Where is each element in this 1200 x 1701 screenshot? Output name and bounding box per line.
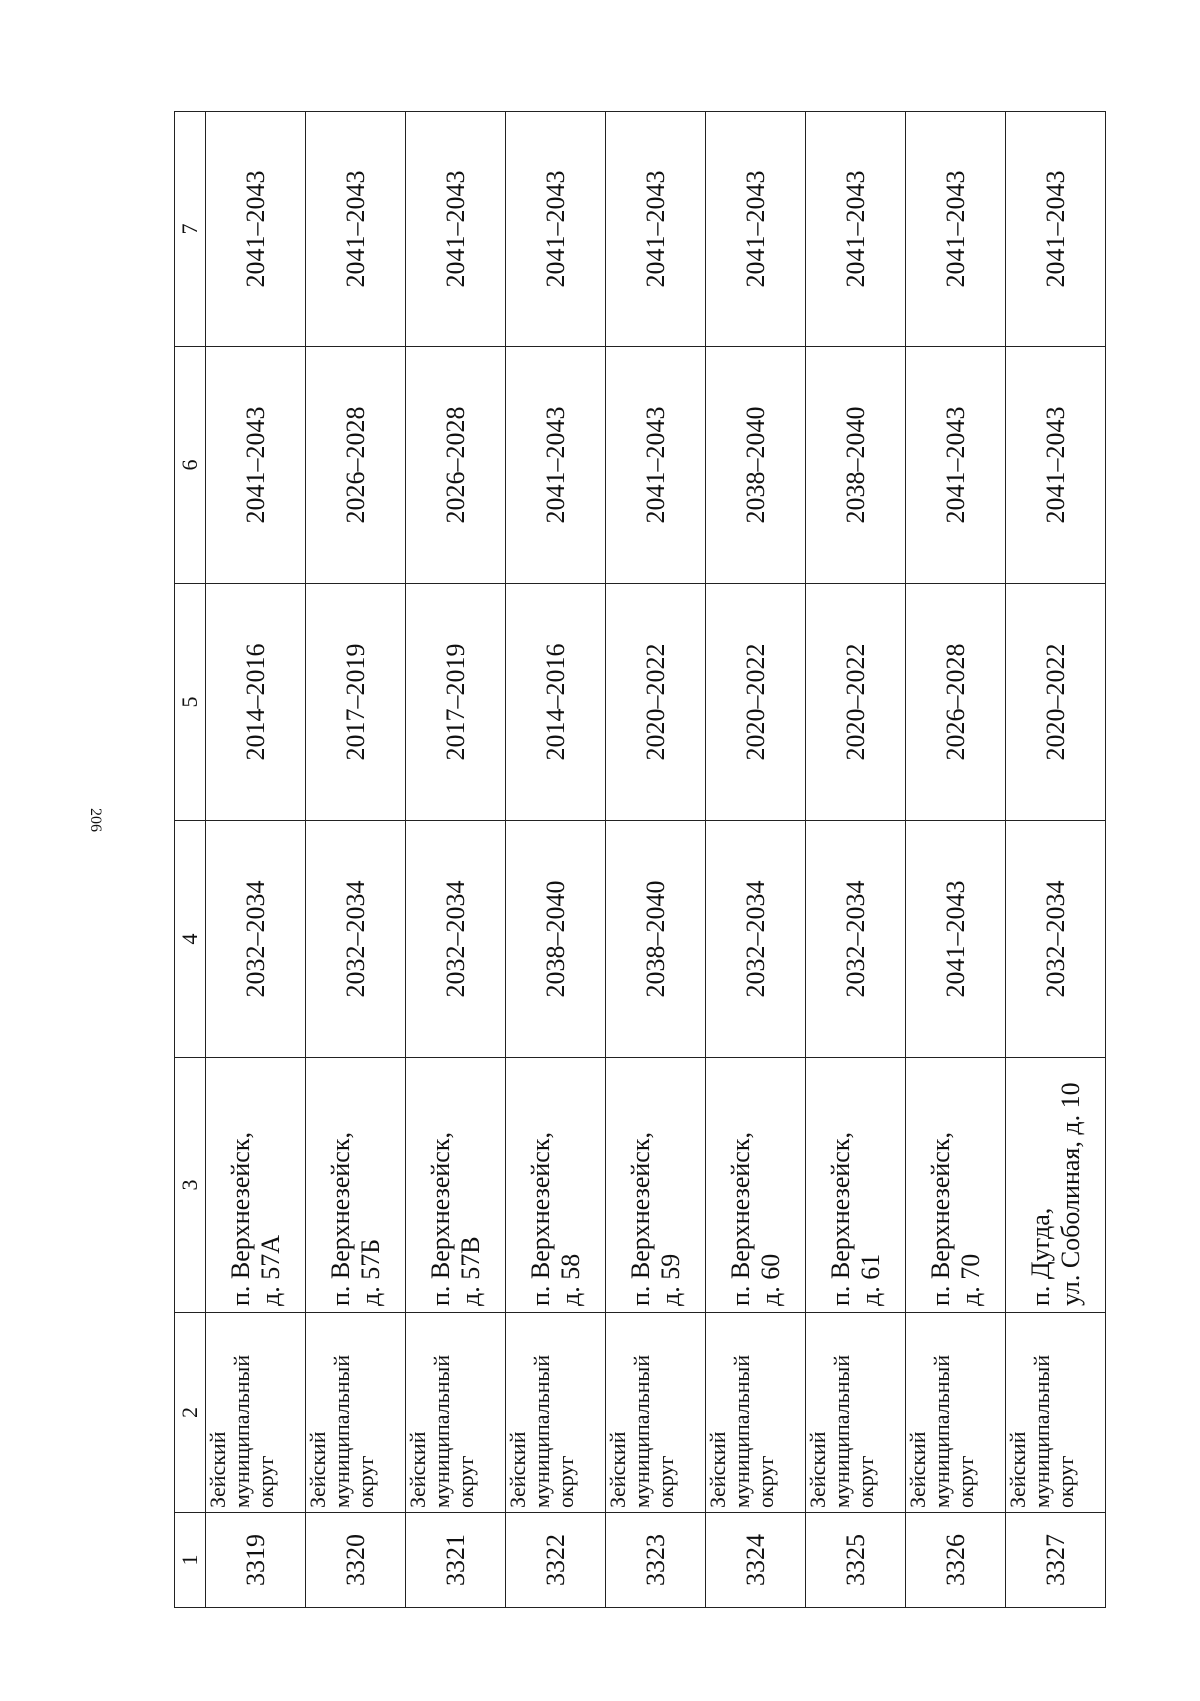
table-row bbox=[1006, 112, 1106, 1608]
address-cell bbox=[1006, 1058, 1106, 1313]
period-cell-col6: 2041–2043 bbox=[606, 347, 706, 584]
period-cell-col5: 2020–2022 bbox=[806, 584, 906, 821]
period-cell-col4: 2032–2034 bbox=[1006, 821, 1106, 1058]
table-row bbox=[306, 112, 406, 1608]
period-cell-col7: 2041–2043 bbox=[406, 112, 506, 347]
table-header-row bbox=[175, 112, 206, 1608]
row-number: 3321 bbox=[406, 1513, 506, 1608]
period-cell-col7: 2041–2043 bbox=[706, 112, 806, 347]
column-header: 2 bbox=[175, 1313, 206, 1513]
municipality-line: Зейский bbox=[905, 1431, 930, 1508]
municipality-line: муниципальный bbox=[829, 1354, 854, 1508]
municipality-line: Зейский bbox=[605, 1431, 630, 1508]
address-cell bbox=[206, 1058, 306, 1313]
period-cell-col7: 2041–2043 bbox=[506, 112, 606, 347]
table-row bbox=[406, 112, 506, 1608]
municipality-line: муниципальный bbox=[929, 1354, 954, 1508]
period-cell-col4: 2032–2034 bbox=[306, 821, 406, 1058]
period-cell-col4: 2032–2034 bbox=[706, 821, 806, 1058]
municipality-line: округ bbox=[653, 1455, 678, 1508]
row-number: 3319 bbox=[206, 1513, 306, 1608]
table-row bbox=[506, 112, 606, 1608]
address-line: п. Верхнезейск, bbox=[225, 1132, 255, 1306]
address-cell bbox=[406, 1058, 506, 1313]
address-line: д. 57В bbox=[455, 1236, 485, 1306]
period-cell-col6: 2038–2040 bbox=[706, 347, 806, 584]
municipality-line: Зейский bbox=[1005, 1431, 1030, 1508]
address-line: п. Верхнезейск, bbox=[525, 1132, 555, 1306]
period-cell-col5: 2014–2016 bbox=[506, 584, 606, 821]
period-cell-col7: 2041–2043 bbox=[1006, 112, 1106, 347]
period-cell-col6: 2041–2043 bbox=[1006, 347, 1106, 584]
municipality-line: округ bbox=[453, 1455, 478, 1508]
period-cell-col5: 2017–2019 bbox=[406, 584, 506, 821]
period-cell-col4: 2041–2043 bbox=[906, 821, 1006, 1058]
row-number: 3322 bbox=[506, 1513, 606, 1608]
address-line: д. 61 bbox=[855, 1253, 885, 1306]
address-cell bbox=[606, 1058, 706, 1313]
housing-repair-schedule-table bbox=[174, 111, 1106, 1608]
municipality-line: Зейский bbox=[505, 1431, 530, 1508]
page-number: 206 bbox=[87, 808, 104, 832]
period-cell-col7: 2041–2043 bbox=[606, 112, 706, 347]
municipality-cell bbox=[906, 1313, 1006, 1513]
municipality-line: муниципальный bbox=[729, 1354, 754, 1508]
municipality-line: округ bbox=[353, 1455, 378, 1508]
municipality-line: округ bbox=[753, 1455, 778, 1508]
period-cell-col6: 2041–2043 bbox=[206, 347, 306, 584]
period-cell-col7: 2041–2043 bbox=[206, 112, 306, 347]
municipality-line: муниципальный bbox=[229, 1354, 254, 1508]
address-line: п. Верхнезейск, bbox=[725, 1132, 755, 1306]
municipality-line: Зейский bbox=[405, 1431, 430, 1508]
address-cell bbox=[306, 1058, 406, 1313]
period-cell-col7: 2041–2043 bbox=[806, 112, 906, 347]
municipality-line: округ bbox=[853, 1455, 878, 1508]
municipality-line: муниципальный bbox=[629, 1354, 654, 1508]
column-header: 1 bbox=[175, 1513, 206, 1608]
table-row bbox=[606, 112, 706, 1608]
address-line: ул. Соболиная, д. 10 bbox=[1055, 1082, 1085, 1306]
period-cell-col7: 2041–2043 bbox=[906, 112, 1006, 347]
column-header: 7 bbox=[175, 112, 206, 347]
municipality-cell bbox=[306, 1313, 406, 1513]
municipality-line: муниципальный bbox=[429, 1354, 454, 1508]
municipality-cell bbox=[606, 1313, 706, 1513]
row-number: 3326 bbox=[906, 1513, 1006, 1608]
address-line: д. 70 bbox=[955, 1253, 985, 1306]
table-row bbox=[206, 112, 306, 1608]
address-line: п. Верхнезейск, bbox=[425, 1132, 455, 1306]
column-header: 6 bbox=[175, 347, 206, 584]
table-row bbox=[806, 112, 906, 1608]
period-cell-col5: 2020–2022 bbox=[606, 584, 706, 821]
period-cell-col4: 2038–2040 bbox=[506, 821, 606, 1058]
address-line: п. Верхнезейск, bbox=[625, 1132, 655, 1306]
period-cell-col4: 2032–2034 bbox=[806, 821, 906, 1058]
row-number: 3325 bbox=[806, 1513, 906, 1608]
address-cell bbox=[906, 1058, 1006, 1313]
municipality-line: Зейский bbox=[205, 1431, 230, 1508]
address-line: д. 57А bbox=[255, 1234, 285, 1306]
period-cell-col5: 2026–2028 bbox=[906, 584, 1006, 821]
municipality-line: муниципальный bbox=[529, 1354, 554, 1508]
municipality-line: округ bbox=[553, 1455, 578, 1508]
address-cell bbox=[706, 1058, 806, 1313]
municipality-cell bbox=[706, 1313, 806, 1513]
municipality-line: муниципальный bbox=[329, 1354, 354, 1508]
municipality-cell bbox=[806, 1313, 906, 1513]
period-cell-col6: 2038–2040 bbox=[806, 347, 906, 584]
period-cell-col7: 2041–2043 bbox=[306, 112, 406, 347]
municipality-line: Зейский bbox=[705, 1431, 730, 1508]
table-row bbox=[906, 112, 1006, 1608]
period-cell-col4: 2038–2040 bbox=[606, 821, 706, 1058]
period-cell-col4: 2032–2034 bbox=[406, 821, 506, 1058]
address-line: п. Верхнезейск, bbox=[925, 1132, 955, 1306]
period-cell-col5: 2017–2019 bbox=[306, 584, 406, 821]
municipality-cell bbox=[406, 1313, 506, 1513]
period-cell-col5: 2020–2022 bbox=[1006, 584, 1106, 821]
municipality-line: муниципальный bbox=[1029, 1354, 1054, 1508]
period-cell-col5: 2020–2022 bbox=[706, 584, 806, 821]
column-header: 5 bbox=[175, 584, 206, 821]
period-cell-col6: 2041–2043 bbox=[506, 347, 606, 584]
period-cell-col6: 2026–2028 bbox=[406, 347, 506, 584]
address-cell bbox=[806, 1058, 906, 1313]
column-header: 4 bbox=[175, 821, 206, 1058]
period-cell-col4: 2032–2034 bbox=[206, 821, 306, 1058]
address-cell bbox=[506, 1058, 606, 1313]
municipality-line: округ bbox=[953, 1455, 978, 1508]
municipality-line: Зейский bbox=[805, 1431, 830, 1508]
table-row bbox=[706, 112, 806, 1608]
row-number: 3320 bbox=[306, 1513, 406, 1608]
period-cell-col6: 2041–2043 bbox=[906, 347, 1006, 584]
period-cell-col5: 2014–2016 bbox=[206, 584, 306, 821]
municipality-cell bbox=[506, 1313, 606, 1513]
municipality-line: округ bbox=[1053, 1455, 1078, 1508]
municipality-line: округ bbox=[253, 1455, 278, 1508]
row-number: 3323 bbox=[606, 1513, 706, 1608]
row-number: 3327 bbox=[1006, 1513, 1106, 1608]
address-line: п. Верхнезейск, bbox=[325, 1132, 355, 1306]
municipality-line: Зейский bbox=[305, 1431, 330, 1508]
municipality-cell bbox=[1006, 1313, 1106, 1513]
address-line: п. Верхнезейск, bbox=[825, 1132, 855, 1306]
document-table-container bbox=[174, 112, 1096, 1608]
row-number: 3324 bbox=[706, 1513, 806, 1608]
address-line: д. 57Б bbox=[355, 1238, 385, 1306]
municipality-cell bbox=[206, 1313, 306, 1513]
address-line: д. 60 bbox=[755, 1253, 785, 1306]
address-line: д. 58 bbox=[555, 1253, 585, 1306]
address-line: д. 59 bbox=[655, 1253, 685, 1306]
column-header: 3 bbox=[175, 1058, 206, 1313]
address-line: п. Дугда, bbox=[1025, 1207, 1055, 1306]
period-cell-col6: 2026–2028 bbox=[306, 347, 406, 584]
